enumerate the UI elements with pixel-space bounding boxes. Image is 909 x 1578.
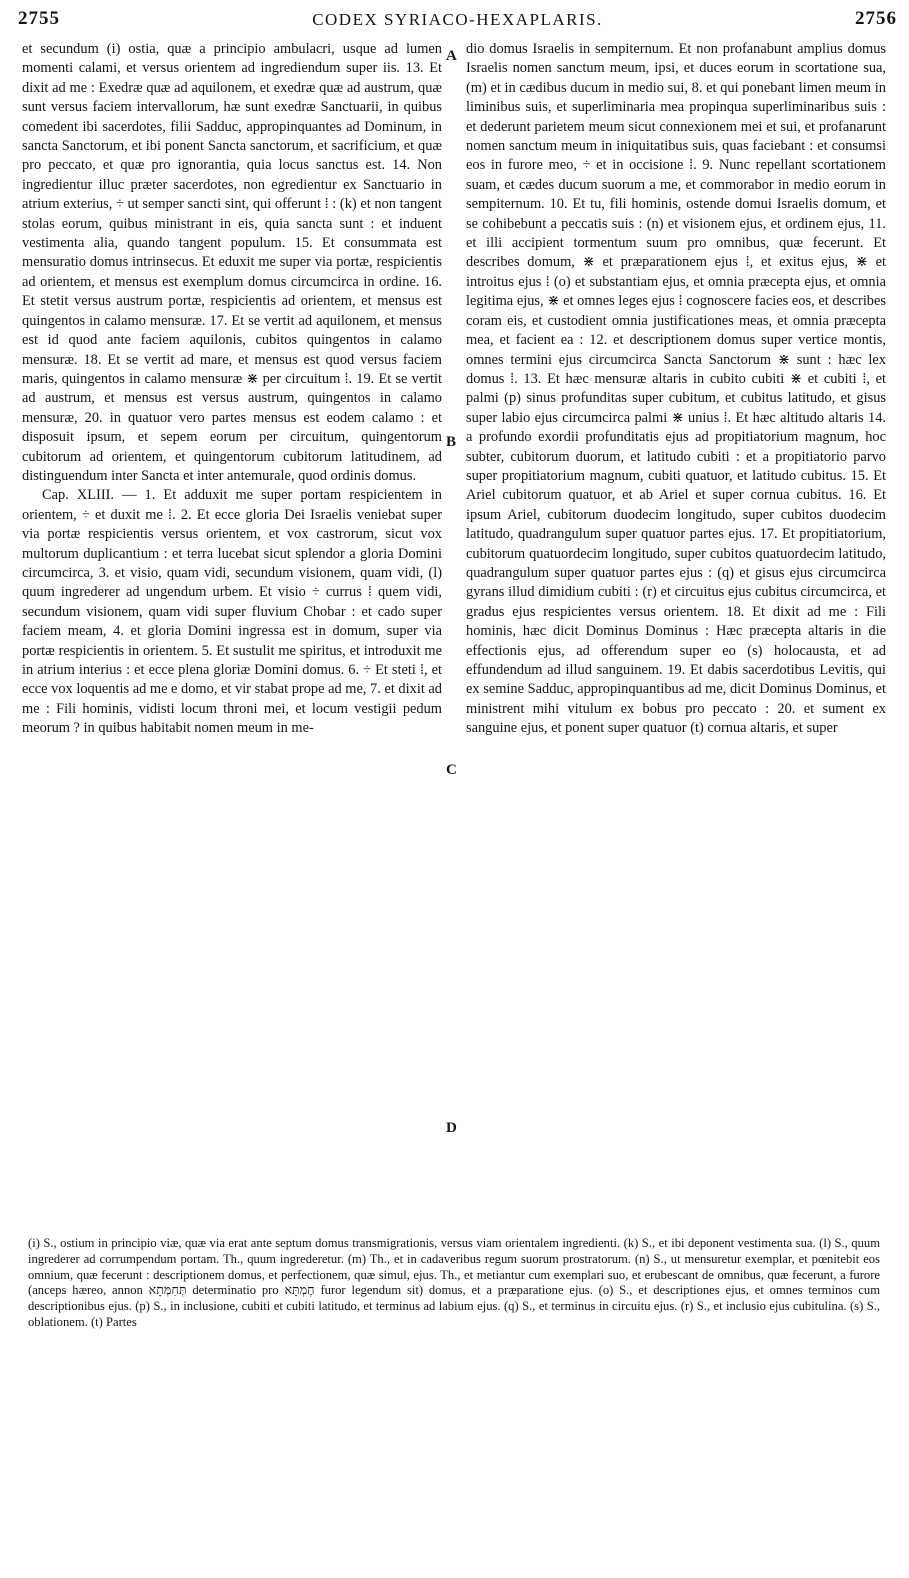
- chapter-43-paragraph: Cap. XLIII. — 1. Et adduxit me super portam respicientem in orientem, ÷ et duxit me ⁞. 2. Et ecce gloria Dei Israelis veniebat super via portæ respicientis versus orientem, et vox castrorum, sicut vox multorum duplicantium : et terra lucebat sicut splendor a gloria Domini circumcirca, 3. et visio, quam vidi, secundum visionem, quam vidi, (l) quum ingrederer ad ungendum urbem. Et visio ÷ currus ⁞ quem vidi, secundum visionem, quam vidi super fluvium Chobar : et cado super faciem meam, 4. et gloria Domini ingressa est in domum, super via portæ respicientis in orientem. 5. Et sustulit me spiritus, et introduxit me in atrium interius : et ecce plena gloriæ Domini domus. 6. ÷ Et steti ⁞, et ecce vox loquentis ad me e domo, et vir stabat prope ad me, 7. et dixit ad me : Fili hominis, vidisti locum throni mei, et locum vestigii pedum meorum ? in quibus habitabit nomen meum in me-: [22, 487, 442, 737]
- right-column: [466, 40, 886, 739]
- footnote-separator: [22, 1228, 887, 1229]
- left-column-paragraph: et secundum (i) ostia, quæ a principio ambulacri, usque ad lumen momenti calami, et versus orientem ad ingrediendum super iis. 13. Et dixit ad me : Exedræ quæ ad aquilonem, et exedræ quæ ad austrum, quæ sunt versus faciem intervallorum, hæ sunt exedræ Sanctuarii, in quibus comedent ibi sacerdotes, filii Sadduc, appropinquantes ad Dominum, in sancta Sanctorum, et ibi ponent Sancta sanctorum, et sacrificium, et quæ pro peccato, et quæ pro ignorantia, quia locus sanctus est. 14. Non ingredientur illuc præter sacerdotes, non egredientur ex Sanctuario in atrium exterius, ÷ ut semper sancti sint, qui offerunt ⁞ : (k) et non tangent stolas eorum, quibus ministrant in eis, quia sancta sunt : et induent vestimenta alia, quando tangent populum. 15. Et consummata est mensuratio domus intrinsecus. Et eduxit me super via portæ, respicientis ad orientem, et mensus est exemplum domus circumcirca in ordine. 16. Et stetit versus austrum portæ, respicientis ad orientem, et mensus est quingentos in calamo mensuræ. 17. Et se vertit ad aquilonem, et mensus est id quod ante faciem aquilonis, cubitos quingentos in calamo mensuræ. 18. Et se vertit ad mare, et mensus est quod versus faciem maris, quingentos in calamo mensuræ ⋇ per circuitum ⁞. 19. Et se vertit ad austrum, et mensus est versus austrum, quingentos in calamo mensuræ, 20. in quatuor vero partes mensus est eodem calamo : et disposuit ipsum, et sepem eorum per circuitum, quingentorum cubitorum ad orientem, et quingentorum cubitorum latitudinem, ad distinguendum inter Sancta et inter antemurale, quod ordinis domus.: [22, 41, 442, 484]
- running-title: CODEX SYRIACO-HEXAPLARIS.: [312, 10, 603, 29]
- running-head: [18, 8, 897, 34]
- footnotes: [28, 1236, 880, 1331]
- page-number-right: 2756: [855, 8, 897, 29]
- section-marker-a: A: [446, 48, 457, 64]
- section-marker-d: D: [446, 1120, 457, 1136]
- section-marker-c: C: [446, 762, 457, 778]
- footnotes-text: (i) S., ostium in principio viæ, quæ via erat ante septum domus transmigrationis, versus viam orientalem ingredienti. (k) S., et ibi deponent vestimenta sua. (l) S., quum ingrederer ad corrumpendum portam. Th., quum ingrederetur. (m) Th., et in cadaveribus regum suorum prostratorum. (n) S., ut mensuretur exemplar, et pœnitebit eos omnium, quæ fecerunt : descriptionem domus, et perfectionem, quæ simul, ejus. Th., et metiantur cum exemplari suo, et erubescant de omnibus, quæ fecerunt, a furore (anceps hæreo, annon תְּחִמְּתָא determinatio pro חֶמְתָּא furor legendum sit) domus, et a præparatione ejus. (o) S., et descriptiones ejus, et omnes terminos cum descriptionibus ejus. (p) S., in inclusione, cubiti et cubiti latitudo, et terminus ad labium ejus. (q) S., et terminus in circuitu ejus. (r) S., et inclusio ejus cubitulina. (s) S., oblationem. (t) Partes: [28, 1236, 880, 1329]
- left-column: [22, 40, 442, 739]
- right-column-paragraph: dio domus Israelis in sempiternum. Et non profanabunt amplius domus Israelis nomen sanctum meum, ipsi, et duces eorum in scortatione sua, (m) et in cædibus ducum in medio sui, 8. et qui ponebant limen meum in liminibus suis, et superliminaria mea propinqua superliminaribus suis : et dederunt parietem meum sicut connexionem mei et sui, et profanarunt nomen sanctum meum in iniquitatibus suis, quas faciebant : et consumsi eos in furore meo, ÷ et in occisione ⁞. 9. Nunc repellant scortationem suam, et cædes ducum suorum a me, et commorabor in medio eorum in sempiternum. 10. Et tu, fili hominis, ostende domui Israelis domum, et se cohibebunt a peccatis suis : (n) et visionem ejus, et ordinem ejus, 11. et illi accipient tormentum suum pro omnibus, quæ fecerunt. Et describes domum, ⋇ et præparationem ejus ⁞, et exitus ejus, ⋇ et introitus ejus ⁞ (o) et substantiam ejus, et omnia præcepta ejus, et omnia legitima ejus, ⋇ et omnes leges ejus ⁞ cognoscere facies eos, et describes coram eis, et custodient omnia justificationes meas, et omnia præcepta mea, et facient ea : 12. et descriptionem domus super vertice montis, omnes termini ejus circumcirca Sancta Sanctorum ⋇ sunt : hæc lex domus ⁞. 13. Et hæc mensuræ altaris in cubito cubiti ⋇ et cubiti ⁞, et palmi (p) sinus profunditas super cubitum, et cubitus latitudo, et gisus super labio ejus circumcirca palmi ⋇ unius ⁞. Et hæc altitudo altaris 14. a profundo exordii profunditatis ejus ad propitiatorium magnum, hoc subter, cubitorum duorum, et latitudo cubiti : et a propitiatorio parvo super propitiatorium magnum, cubiti quatuor, et latitudo cubitus. 15. Et Ariel cubitorum quatuor, et ab Ariel et super cornua cubitus. 16. Et ipsum Ariel, cubitorum duodecim longitudo, super cubitos duodecim latitudo, quadrangulum super quatuor partes ejus. 17. Et propitiatorium, cubitorum quatuordecim longitudo, super cubitos quatuordecim latitudo, quadrangulum super quatuor partes ejus : (q) et gisus ejus circumcirca gyrans illud dimidium cubiti : (r) et circuitus ejus cubitus circumcirca, et gradus ejus respicientes versus orientem. 18. Et dixit ad me : Fili hominis, hæc dicit Dominus Dominus : Hæc præcepta altaris in die effectionis ejus, ad offerendum super eo (s) holocausta, et ad effundendum ad illud sanguinem. 19. Et dabis sacerdotibus Levitis, qui ex semine Sadduc, appropinquantibus ad me, dicit Dominus Dominus, et ministrent mihi vitulum ex bobus pro peccato : 20. et sument ex sanguine ejus, et ponent super quatuor (t) cornua altaris, et super: [466, 41, 886, 737]
- page-number-left: 2755: [18, 8, 60, 29]
- section-marker-b: B: [446, 434, 457, 450]
